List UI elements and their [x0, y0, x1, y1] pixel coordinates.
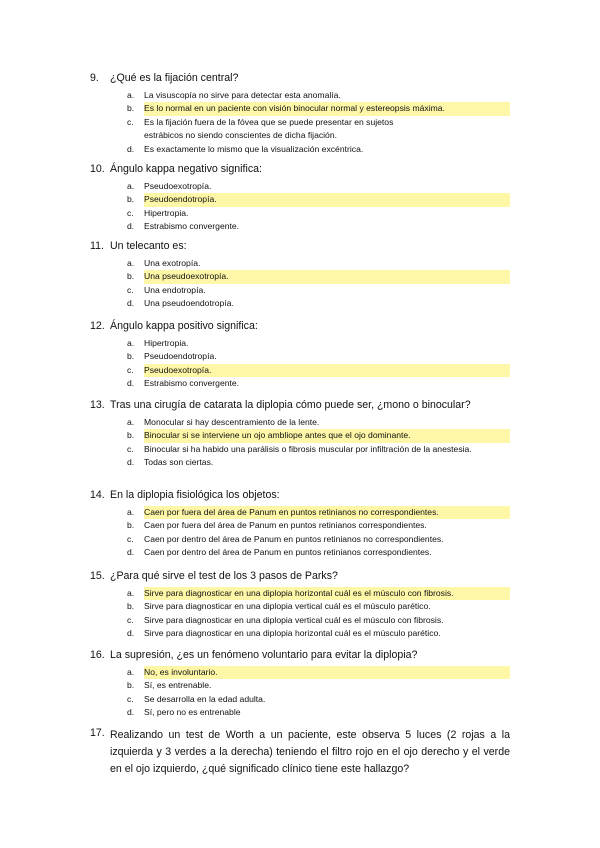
option-d — [127, 220, 510, 234]
option-b — [127, 102, 510, 116]
option-text: Una pseudoexotropía. — [144, 270, 510, 284]
question-number: 9. — [90, 72, 99, 84]
option-text: Todas son ciertas. — [144, 457, 214, 468]
option-c — [127, 116, 510, 143]
option-letter: d. — [127, 707, 135, 718]
option-letter: c. — [127, 614, 134, 625]
option-text: Binocular si se interviene un ojo ambliope antes que el ojo dominante. — [144, 429, 510, 443]
option-text: Sirve para diagnosticar en una diplopia vertical cuál es el músculo con fibrosis. — [144, 614, 444, 625]
option-text: Sirve para diagnosticar en una diplopia horizontal cuál es el músculo con fibrosis. — [144, 587, 510, 601]
question-number: 17. — [90, 727, 105, 739]
option-letter: d. — [127, 628, 135, 639]
option-a — [127, 257, 510, 271]
option-d — [127, 377, 510, 391]
option-c — [127, 443, 510, 457]
option-list — [127, 89, 510, 157]
option-text: Es exactamente lo mismo que la visualización excéntrica. — [144, 143, 364, 154]
option-letter: c. — [127, 693, 134, 704]
question-text: La supresión, ¿es un fenómeno voluntario para evitar la diplopia? — [110, 649, 418, 661]
option-letter: d. — [127, 547, 135, 558]
option-text: Una endotropía. — [144, 284, 206, 295]
option-letter: a. — [127, 180, 135, 191]
option-list — [127, 506, 510, 560]
option-d — [127, 627, 510, 641]
option-text: Pseudoendotropía. — [144, 193, 510, 207]
option-list — [127, 416, 510, 470]
option-text: Es la fijación fuera de la fóvea que se puede presentar en sujetos estrábicos no siendo conscientes de dicha fijación. — [144, 116, 394, 141]
option-letter: c. — [127, 207, 134, 218]
option-b — [127, 679, 510, 693]
option-list — [127, 180, 510, 234]
option-letter: b. — [127, 520, 135, 531]
option-list — [127, 587, 510, 641]
option-text: Sí, pero no es entrenable — [144, 707, 241, 718]
option-text: Sí, es entrenable. — [144, 680, 212, 691]
option-letter: b. — [127, 601, 135, 612]
question-number: 11. — [90, 240, 104, 252]
option-text: Se desarrolla en la edad adulta. — [144, 693, 266, 704]
question-15 — [90, 570, 510, 641]
option-a — [127, 587, 510, 601]
option-a — [127, 506, 510, 520]
option-letter: b. — [127, 680, 135, 691]
option-letter: d. — [127, 457, 135, 468]
question-text: En la diplopia fisiológica los objetos: — [110, 489, 280, 501]
option-c — [127, 207, 510, 221]
option-letter: a. — [127, 587, 135, 598]
option-letter: d. — [127, 221, 135, 232]
option-text: Caen por dentro del área de Panum en puntos retinianos correspondientes. — [144, 547, 432, 558]
option-letter: a. — [127, 506, 135, 517]
option-text: Estrabismo convergente. — [144, 378, 240, 389]
option-a — [127, 416, 510, 430]
option-letter: a. — [127, 666, 135, 677]
option-text: Es lo normal en un paciente con visión binocular normal y estereopsis máxima. — [144, 102, 510, 116]
option-letter: d. — [127, 378, 135, 389]
question-12 — [90, 320, 510, 391]
question-text: Ángulo kappa negativo significa: — [110, 163, 262, 175]
option-a — [127, 337, 510, 351]
option-text: Pseudoendotropía. — [144, 351, 217, 362]
question-text: Ángulo kappa positivo significa: — [110, 320, 258, 332]
option-text: Sirve para diagnosticar en una diplopia vertical cuál es el músculo parético. — [144, 601, 431, 612]
option-letter: b. — [127, 271, 135, 282]
option-text: Hipertropia. — [144, 207, 189, 218]
question-text: ¿Qué es la fijación central? — [110, 72, 239, 84]
option-text: Pseudoexotropía. — [144, 364, 510, 378]
question-14 — [90, 489, 510, 560]
option-letter: a. — [127, 416, 135, 427]
question-16 — [90, 649, 510, 720]
option-letter: b. — [127, 103, 135, 114]
option-text: Hipertropia. — [144, 337, 189, 348]
option-b — [127, 350, 510, 364]
option-text: Binocular si ha habido una parálisis o fibrosis muscular por infiltración de la anestesia. — [144, 443, 472, 454]
option-d — [127, 456, 510, 470]
option-text: Caen por dentro del área de Panum en puntos retinianos no correspondientes. — [144, 533, 444, 544]
option-letter: b. — [127, 351, 135, 362]
question-number: 13. — [90, 399, 105, 411]
option-letter: a. — [127, 337, 135, 348]
option-c — [127, 364, 510, 378]
option-c — [127, 284, 510, 298]
question-text: Tras una cirugía de catarata la diplopia cómo puede ser, ¿mono o binocular? — [110, 399, 471, 411]
question-17 — [90, 727, 510, 778]
question-number: 14. — [90, 489, 105, 501]
option-text: La visuscopía no sirve para detectar esta anomalía. — [144, 89, 341, 100]
option-text: Caen por fuera del área de Panum en puntos retinianos no correspondientes. — [144, 506, 510, 520]
option-text: Una exotropía. — [144, 257, 201, 268]
option-letter: c. — [127, 116, 134, 127]
option-a — [127, 666, 510, 680]
question-number: 12. — [90, 320, 105, 332]
option-text: No, es involuntario. — [144, 666, 510, 680]
option-text: Una pseudoendotropía. — [144, 298, 234, 309]
option-text: Sirve para diagnosticar en una diplopia horizontal cuál es el músculo parético. — [144, 628, 441, 639]
option-letter: b. — [127, 194, 135, 205]
option-text: Monocular si hay descentramiento de la lente. — [144, 416, 320, 427]
option-text: Estrabismo convergente. — [144, 221, 240, 232]
option-list — [127, 666, 510, 720]
option-d — [127, 706, 510, 720]
option-list — [127, 257, 510, 311]
option-text: Pseudoexotropía. — [144, 180, 212, 191]
option-d — [127, 297, 510, 311]
option-letter: b. — [127, 430, 135, 441]
option-list — [127, 337, 510, 391]
question-text: ¿Para qué sirve el test de los 3 pasos de Parks? — [110, 570, 338, 582]
question-text: Un telecanto es: — [110, 240, 187, 252]
option-b — [127, 270, 510, 284]
question-10 — [90, 163, 510, 234]
option-letter: c. — [127, 364, 134, 375]
option-c — [127, 533, 510, 547]
option-letter: d. — [127, 143, 135, 154]
option-letter: d. — [127, 298, 135, 309]
option-letter: a. — [127, 257, 135, 268]
question-text: Realizando un test de Worth a un paciente, este observa 5 luces (2 rojas a la izquierda y 3 verdes a la derecha) teniendo el filtro rojo en el ojo derecho y el verde en el ojo izquierdo, ¿qué significado clínico tiene este hallazgo? — [110, 729, 510, 775]
option-letter: c. — [127, 533, 134, 544]
question-number: 16. — [90, 649, 105, 661]
option-c — [127, 614, 510, 628]
option-b — [127, 429, 510, 443]
option-letter: c. — [127, 443, 134, 454]
option-d — [127, 546, 510, 560]
option-c — [127, 693, 510, 707]
option-letter: a. — [127, 89, 135, 100]
option-a — [127, 180, 510, 194]
question-13 — [90, 399, 510, 470]
option-b — [127, 193, 510, 207]
question-11 — [90, 240, 510, 311]
option-d — [127, 143, 510, 157]
option-b — [127, 600, 510, 614]
option-a — [127, 89, 510, 103]
option-text: Caen por fuera del área de Panum en puntos retinianos correspondientes. — [144, 520, 427, 531]
question-number: 10. — [90, 163, 105, 175]
option-b — [127, 519, 510, 533]
option-letter: c. — [127, 284, 134, 295]
question-number: 15. — [90, 570, 105, 582]
question-9 — [90, 72, 510, 157]
